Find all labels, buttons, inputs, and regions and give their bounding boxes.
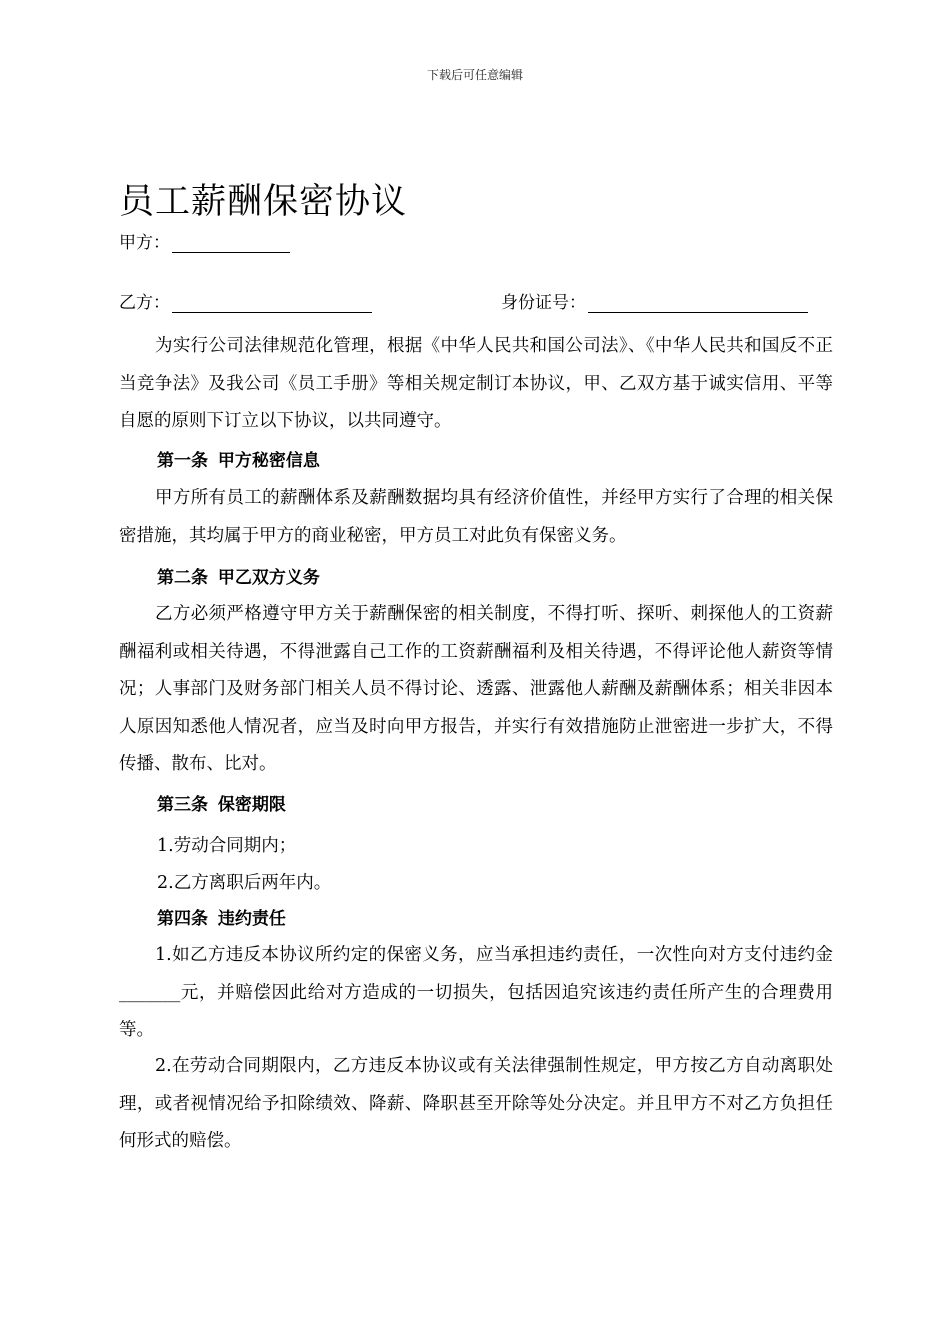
article-3-item-1: 1.劳动合同期内； bbox=[157, 836, 297, 856]
article-1-text: 甲方所有员工的薪酬体系及薪酬数据均具有经济价值性，并经甲方实行了合理的相关保密措施，其均属于甲方的商业秘密，甲方员工对此负有保密义务。 bbox=[119, 488, 833, 546]
article-4-clause-1: 1.如乙方违反本协议所约定的保密义务，应当承担违约责任，一次性向对方支付违约金_______元，并赔偿因此给对方造成的一切损失，包括因追究该违约责任所产生的合理费用等。 bbox=[119, 945, 833, 1040]
party-b-label: 乙方： bbox=[119, 293, 170, 313]
id-number-field bbox=[501, 288, 808, 313]
article-1-heading: 第一条 甲方秘密信息 bbox=[157, 451, 320, 471]
article-3-heading: 第三条 保密期限 bbox=[157, 795, 286, 815]
party-b-field bbox=[119, 288, 372, 313]
document-title: 员工薪酬保密协议 bbox=[119, 182, 408, 222]
header-note: 下载后可任意编辑 bbox=[426, 68, 523, 82]
article-4-heading: 第四条 违约责任 bbox=[157, 909, 286, 929]
party-a-label: 甲方： bbox=[119, 233, 170, 253]
id-number-label: 身份证号： bbox=[501, 293, 586, 313]
party-b-blank bbox=[172, 294, 372, 313]
party-a-field bbox=[119, 228, 290, 253]
article-4-clause-2: 2.在劳动合同期限内，乙方违反本协议或有关法律强制性规定，甲方按乙方自动离职处理，或者视情况给予扣除绩效、降薪、降职甚至开除等处分决定。并且甲方不对乙方负担任何形式的赔偿。 bbox=[119, 1056, 833, 1151]
article-2-heading: 第二条 甲乙双方义务 bbox=[157, 568, 320, 588]
intro-paragraph: 为实行公司法律规范化管理，根据《中华人民共和国公司法》、《中华人民共和国反不正当竞争法》及我公司《员工手册》等相关规定制订本协议，甲、乙双方基于诚实信用、平等自愿的原则下订立以下协议，以共同遵守。 bbox=[119, 336, 833, 431]
article-2-text: 乙方必须严格遵守甲方关于薪酬保密的相关制度，不得打听、探听、刺探他人的工资薪酬福利或相关待遇，不得泄露自己工作的工资薪酬福利及相关待遇，不得评论他人薪资等情况；人事部门及财务部门相关人员不得讨论、透露、泄露他人薪酬及薪酬体系；相关非因本人原因知悉他人情况者，应当及时向甲方报告，并实行有效措施防止泄密进一步扩大，不得传播、散布、比对。 bbox=[119, 604, 833, 774]
party-a-blank bbox=[172, 234, 290, 253]
id-number-blank bbox=[588, 294, 808, 313]
article-3-item-2: 2.乙方离职后两年内。 bbox=[157, 873, 332, 893]
